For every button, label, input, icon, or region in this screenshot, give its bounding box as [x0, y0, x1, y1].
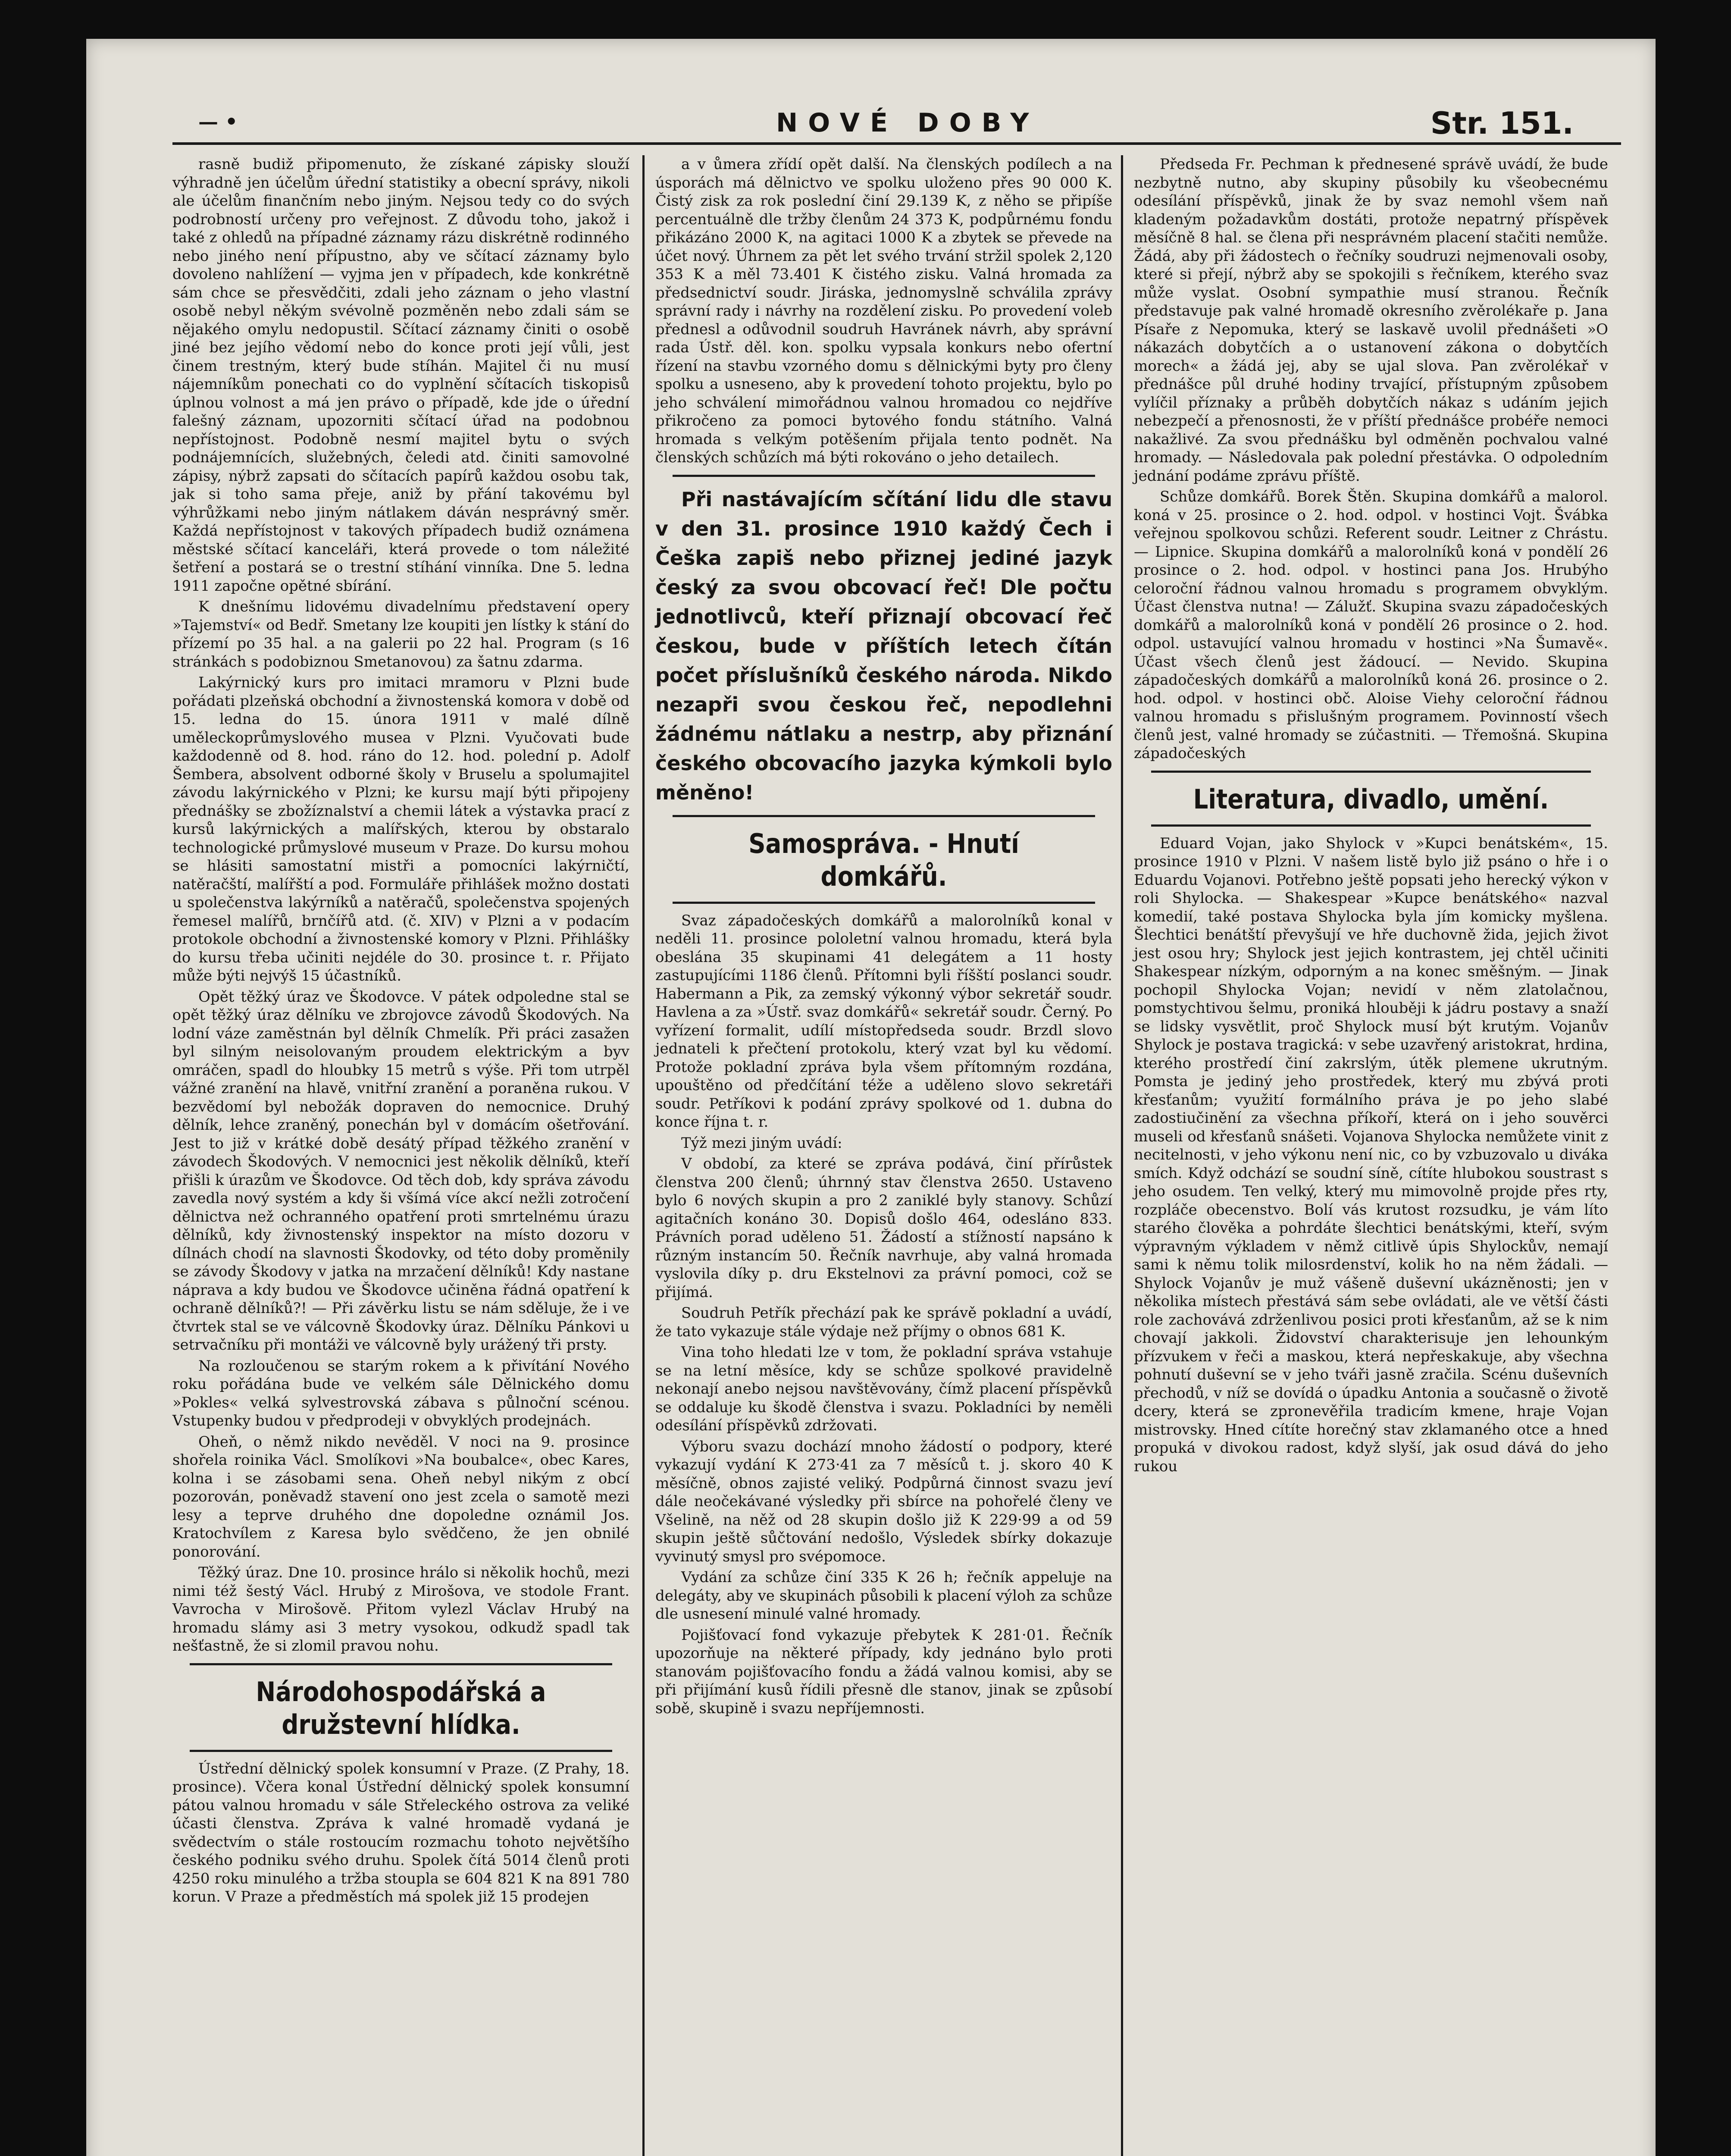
column-1 — [172, 155, 629, 1909]
section-rule — [190, 1750, 612, 1752]
page-header — [99, 65, 1643, 141]
article-paragraph: Opět těžký úraz ve Škodovce. V pátek odpoledne stal se opět těžký úraz dělníku ve zbrojovce závodů Škodových. Na lodní váze zaměstnán byl dělník Chmelík. Při práci zasažen byl silným neisolovaným proudem elektrickým a byv omráčen, spadl do hloubky 15 metrů s výše. Při tom utrpěl vážné zranění na hlavě, vnitřní zranění a poraněna rukou. V bezvědomí byl nebožák dopraven do nemocnice. Druhý dělník, lehce zraněný, ponechán byl v domácím ošetřování. Jest to již v krátké době desátý případ těžkého zranění v závodech Škodových. V nemocnici jest několik dělníků, kteří přišli k úrazům ve Škodovce. Od těch dob, kdy správa závodu zavedla nový systém a kdy ši všímá více akcí nežli zotročení dělnictva než ochranného opatření proti smrtelnému úrazu dělníků, kdy živnostenský inspektor na místo dozoru v dílnách chodí na slavnosti Škodovky, od této doby proměnily se závody Škodovy v jatka na mrzačení dělníků! Kdy nastane náprava a kdy budou ve Škodovce učiněna řádná opatření k ochraně dělníků?! — Při závěrku listu se nám sděluje, že i ve čtvrtek stal se ve válcovně Škodovky úraz. Dělníku Pánkovi u setrvačníku při montáži ve válcovně byly urážený tři prsty. — [172, 988, 629, 1354]
section-rule — [190, 1663, 612, 1665]
article-paragraph: V období, za které se zpráva podává, činí přírůstek členstva 200 členů; úhrnný stav členstva 2650. Ustaveno bylo 6 nových skupin a pro 2 zaniklé byly stanovy. Schůzí agitačních konáno 30. Dopisů došlo 464, odesláno 833. Právních porad uděleno 51. Žádostí a stížností napsáno k různým instancím 50. Řečník navrhuje, aby valná hromada vyslovila díky p. dru Ekstelnovi za právní pomoci, což se přijímá. — [655, 1155, 1112, 1301]
article-paragraph: Lakýrnický kurs pro imitaci mramoru v Plzni bude pořádati plzeňská obchodní a živnostenská komora v době od 15. ledna do 15. února 1911 v malé dílně uměleckoprůmyslového musea v Plzni. Vyučovati bude každodenně od 8. hod. ráno do 12. hod. polední p. Adolf Šembera, absolvent odborné školy v Bruselu a spolumajitel závodu lakýrnického v Plzni; ke kursu mají býti připojeny přednášky se zbožíznalství a chemii látek a výstavka prací z kursů lakýrnických a malířských, kterou by obstaralo technologické průmyslové museum v Praze. Do kursu mohou se hlásiti samostatní mistři a pomocníci lakýrničtí, natěračští, malířští a pod. Formuláře přihlášek možno dostati u společenstva lakýrníků a natěračů, společenstva spojených řemesel malířů, brnčířů atd. (č. XIV) v Plzni a v podacím protokole obchodní a živnostenské komory v Plzni. Přihlášky do kursu třeba učiniti nejdéle do 30. prosince t. r. Přijato může býti nejvýš 15 účastníků. — [172, 674, 629, 984]
article-paragraph: Týž mezi jiným uvádí: — [681, 1134, 842, 1152]
article-paragraph: Na rozloučenou se starým rokem a k přivítání Nového roku pořádána bude ve velkém sále Dělnického domu »Pokles« velká sylvestrovská zábava s půlnoční scénou. Vstupenky budou v předprodeji v obvyklých prodejnách. — [172, 1357, 629, 1429]
article-paragraph: rasně budiž připomenuto, že získané zápisky slouží výhradně jen účelům úřední statistiky a obecní správy, nikoli ale účelům finančním nebo jiným. Nejsou tedy co do svých podrobností určeny pro veřejnost. Z důvodu toho, jakož i také z ohledů na případné záznamy rázu diskrétně rodinného nebo jiného není přípustno, aby ve sčítací záznamy bylo dovoleno nahlížení — vyjma jen v případech, kde konkrétně sám chce se přesvědčiti, zdali jeho záznam o jeho vlastní osobě nebyl někým svévolně pozměněn nebo zdali sám se nějakého omylu nedopustil. Sčítací záznamy činiti o osobě jiné bez jejího vědomí nebo do konce proti její vůli, jest činem trestným, který bude stíhán. Majitel či nu musí nájemníkům ponechati co do vyplnění sčítacích tiskopisů úplnou volnost a má jen právo o případě, kde jde o úřední falešný záznam, upozorniti sčítací úřad na podobnou nepřístojnost. Podobně nesmí majitel bytu o svých podnájemnících, služebných, čeledi atd. činiti samovolné zápisy, nýbrž zapsati do sčítacích papírů každou osobu tak, jak si toho sama přeje, aniž by přání takovému byl výhrůžkami nebo jiným nátlakem dáván nesprávný směr. Každá nepřístojnost v takových případech budiž oznámena městské sčítací kanceláři, která provede o tom náležité šetření a postará se o trestní stíhání vinníka. Dne 5. ledna 1911 započne opětné sbírání. — [172, 156, 629, 595]
article-paragraph: Schůze domkářů. Borek Štěn. Skupina domkářů a malorol. koná v 25. prosince o 2. hod. odpol. v hostinci Vojt. Švábka veřejnou spolkovou schůzi. Referent soudr. Leitner z Chrástu. — Lipnice. Skupina domkářů a malorolníků koná v pondělí 26 prosince o 2. hod. odpol. v hostinci pana Jos. Hrubýho celoroční řádnou valnou hromadu s programem obvyklým. Účast členstva nutna! — Zálužť. Skupina svazu západočeských domkářů a malorolníků koná v pondělí 26 prosince o 2. hod. odpol. ustavující valnou hromadu v hostinci »Na Šumavě«. Účast všech členů jest žádoucí. — Nevido. Skupina západočeských domkářů a malorolníků koná 26. prosince o 2. hod. odpol. v hostinci obč. Aloise Viehy celoroční řádnou valnou hromadu s přislušným programem. Povinností všech členů jest, valné hromady se zúčastniti. — Třemošná. Skupina západočeských — [1134, 488, 1608, 762]
section-rule — [1151, 824, 1591, 827]
column-2 — [655, 155, 1112, 1720]
article-paragraph: Oheň, o němž nikdo nevěděl. V noci na 9. prosince shořela roinika Václ. Smolíkovi »Na boubalce«, obec Kares, kolna i se zásobami sena. Oheň nebyl nikým z obcí pozorován, poněvadž stavení ono jest zcela o samotě mezi lesy a teprve druhého dne dopoledne oznámil Jos. Kratochvílem z Karesa bylo svědčeno, že jen obnilé ponorování. — [172, 1433, 629, 1561]
section-rule — [1151, 771, 1591, 773]
article-paragraph: Těžký úraz. Dne 10. prosince hrálo si několik hochů, mezi nimi též šestý Václ. Hrubý z Mirošova, ve stodole Frant. Vavrocha v Mirošově. Přitom vylezl Václav Hrubý na hromadu slámy asi 3 metry vysokou, odkudž spadl tak nešťastně, že si zlomil pravou nohu. — [172, 1564, 629, 1655]
section-rule — [673, 902, 1095, 904]
column-3 — [1134, 155, 1608, 1478]
header-rule — [172, 142, 1621, 145]
section-headline: Literatura, divadlo, umění. — [1193, 783, 1549, 815]
article-paragraph: a v ůmera zřídí opět další. Na členských podílech a na úsporách má dělnictvo ve spolku uloženo přes 90 000 K. Čistý zisk za rok poslední činí 29.139 K, z něho se připíše percentuálně dle tržby členům 24 373 K, podpůrnému fondu přikázáno 2000 K, na agitaci 1000 K a zbytek se převede na účet nový. Úhrnem za pět let svého trvání stržil spolek 2,120 353 K a měl 73.401 K čistého zisku. Valná hromada za předsednictví soudr. Jiráska, jednomyslně schválila zprávy správní rady i návrhy na rozdělení zisku. Po provedení voleb přednesl a odůvodnil soudruh Havránek návrh, aby správní rada Ústř. děl. kon. spolku vypsala konkurs nebo ofertní řízení na stavbu vzorného domu s dělnickými byty pro členy spolku a usneseno, aby k provedení tohoto projektu, bylo po jeho schválení mimořádnou valnou hromadou co nejdříve přikročeno za pomoci bytového fondu státního. Valná hromada s velkým potěšením přijala tento podnět. Na členských schůzích má býti rokováno o jeho detailech. — [655, 156, 1112, 466]
masthead: NOVÉ DOBY — [776, 108, 1039, 138]
article-paragraph: Vina toho hledati lze v tom, že pokladní správa vstahuje se na letní měsíce, kdy se schůze spolkové pravidelně nekonají anebo nejsou navštěvovány, čímž placení příspěvků se oddaluje ku škodě členstva i svazu. Pokladníci by neměli odesílání příspěvků zdržovati. — [655, 1344, 1112, 1434]
section-headline: Národohospodářská a družstevní hlídka. — [256, 1676, 546, 1740]
article-paragraph: Svaz západočeských domkářů a malorolníků konal v neděli 11. prosince pololetní valnou hromadu, která byla obeslána 35 skupinami 41 delegátem a 11 hosty zastupujícími 1186 členů. Přítomni byli říšští poslanci soudr. Habermann a Pik, za zemský výkonný výbor sekretář soudr. Havlena a za »Ústř. svaz domkářů« sekretář soudr. Černý. Po vyřízení formalit, udílí místopředseda soudr. Brzdl slovo jednateli k přečtení protokolu, který vzat byl ku vědomí. Protože pokladní zpráva byla všem přítomným rozdána, upouštěno od předčítání téže a uděleno slovo sekretáři soudr. Petříkovi k podání zprávy spolkové od 1. dubna do konce října t. r. — [655, 912, 1112, 1131]
section-rule — [673, 815, 1095, 817]
article-paragraph: K dnešnímu lidovému divadelnímu představení opery »Tajemství« od Bedř. Smetany lze koupiti jen lístky k stání do přízemí po 35 hal. a na galerii po 22 hal. Program (s 16 stránkách s podobiznou Smetanovou) za šatnu zdarma. — [172, 598, 629, 671]
column-rule — [642, 155, 645, 2156]
page-number: Str. 151. — [1430, 106, 1574, 141]
census-notice: Při nastávajícím sčítání lidu dle stavu v den 31. prosince 1910 každý Čech i Češka zapiš nebo přiznej jediné jazyk český za svou obcovací řeč! Dle počtu jednotlivců, kteří přiznají obcovací řeč českou, bude v příštích letech čítán počet příslušníků českého národa. Nikdo nezapři svou českou řeč, nepodlehni žádnému nátlaku a nestrp, aby přiznání českého obcovacího jazyka kýmkoli bylo měněno! — [655, 487, 1112, 804]
article-paragraph: Vydání za schůze činí 335 K 26 h; řečník appeluje na delegáty, aby ve skupinách působili k placení výloh za schůze dle usnesení minulé valné hromady. — [655, 1569, 1112, 1623]
article-paragraph: Pojišťovací fond vykazuje přebytek K 281·01. Řečník upozorňuje na některé případy, kdy jednáno bylo proti stanovám pojišťovacího fondu a žádá valnou komisi, aby se při přijímání kusů řídili přesně dle stanov, jinak se způsobí sobě, skupině i svazu nepříjemnosti. — [655, 1626, 1112, 1717]
article-paragraph: Předseda Fr. Pechman k přednesené správě uvádí, že bude nezbytně nutno, aby skupiny působily ku všeobecnému odesílání příspěvků, jinak že by svaz nemohl všem naň kladeným požadavkům dostáti, protože nepatrný příspěvek měsíčně 8 hal. se člena při nesprávném placení stačiti nemůže. Žádá, aby při žádostech o řečníky soudruzi nejmenovali osoby, které si přejí, nýbrž aby se spokojili s řečníkem, kterého svaz může vyslat. Osobní sympathie musí stranou. Řečník představuje pak valné hromadě okresního zvěrolékaře p. Jana Písaře z Nepomuka, který se laskavě uvolil přednášeti »O nákazách dobytčích a o ustanovení zákona o dobytčích morech« a žádá jej, aby se ujal slova. Pan zvěrolékař v přednášce půl druhé hodiny trvající, přístupným způsobem vylíčil příznaky a průběh dobytčích nákaz s udáním jejich nebezpečí a přenosnosti, že v příští přednášce probéře nemoci nakažlivé. Za svou přednášku byl odměněn pochvalou valné hromady. — Následovala pak polední přestávka. O odpoledním jednání podáme zprávu příště. — [1134, 156, 1608, 485]
column-rule — [1121, 155, 1123, 2156]
section-headline: Samospráva. - Hnutí domkářů. — [748, 827, 1019, 892]
article-paragraph: Ústřední dělnický spolek konsumní v Praze. (Z Prahy, 18. prosince). Včera konal Ústřední dělnický spolek konsumní pátou valnou hromadu v sále Střeleckého ostrova za veliké účasti členstva. Zpráva k valné hromadě vydaná je svědectvím o stále rostoucím rozmachu tohoto největšího českého podniku svého druhu. Spolek čítá 5014 členů proti 4250 roku minulého a tržba stoupla se 604 821 K na 891 780 korun. V Praze a předměstích má spolek již 15 prodejen — [172, 1760, 629, 1905]
article-paragraph: Soudruh Petřík přechází pak ke správě pokladní a uvádí, že tato vykazuje stále výdaje než příjmy o obnos 681 K. — [655, 1304, 1112, 1340]
article-paragraph: Eduard Vojan, jako Shylock v »Kupci benátském«, 15. prosince 1910 v Plzni. V našem listě bylo již psáno o hře i o Eduardu Vojanovi. Potřebno ještě popsati jeho herecký výkon v roli Shylocka. — Shakespear »Kupce benátského« nazval komedií, také postava Shylocka byla jím komicky myšlena. Šlechtici benátští převyšují ve hře duchovně žida, jejich život jest osou hry; Shylock jest jejich kontrastem, jej chtěl učiniti Shakespear nízkým, odporným a na konec směšným. — Jinak pochopil Shylocka Vojan; nevidí v něm zlatolačnou, pomstychtivou šelmu, proniká hlouběji k jádru postavy a snaží se lidsky vysvětlit, proč Shylock musí být krutým. Vojanův Shylock je postava tragická: v sebe uzavřený aristokrat, hrdina, kterého prostředí činí zakrslým, útěk plemene ukrutným. Pomsta je jediný jeho prostředek, který mu zbývá proti křesťanům; využití formálního práva je po jeho slabé zadostiučinění za všechna příkoří, která on i jeho souvěrci museli od křesťanů snášeti. Vojanova Shylocka nemůžete vinit z necitelnosti, v jeho výkonu není nic, co by vzbuzovalo u diváka smích. Když odchází se soudní síně, cítíte hlubokou soustrast s jeho osudem. Ten velký, který mu mimovolně projde přes rty, rozpláče obecenstvo. Bolí vás krutost rozsudku, je vám líto starého člověka a pohrdáte šlechtici benátskými, kteří, svým výpravným výkladem v němž citlivě úpis Shylockův, nemají sami k němu tolik milosrdenství, kolik ho na něm žádali. — Shylock Vojanův je muž vášeně duševní ukázněnosti; jen v několika místech přestává sám sebe ovládati, ale ve větší části role zachovává zdrženlivou posici proti křesťanům, až se k nim chovají jakkoli. Židovství charakterisuje jen lehounkým přízvukem v řeči a maskou, která nepřeskakuje, aby všechna pohnutí duševní se v jeho tváři jasně zračila. Scénu duševních přechodů, v níž se dovídá o úpadku Antonia a současně o životě dcery, která se zpronevěřila tradicím kmene, hraje Vojan mistrovsky. Hned cítíte horečný stav zklamaného otce a hned propuká v divokou radost, když slyší, jak osud dává do jeho rukou — [1134, 834, 1608, 1475]
header-left-mark: — • — [198, 110, 238, 133]
article-paragraph: Výboru svazu dochází mnoho žádostí o podpory, které vykazují vydání K 273·41 za 7 měsíců t. j. skoro 40 K měsíčně, obnos zajisté veliký. Podpůrná činnost svazu jeví dále neočekávané výsledky při sbírce na pohořelé členy ve Všelině, na něž od 28 skupin došlo již K 229·99 a od 59 skupin ještě sůčtování nedošlo, Výsledek sbírky dokazuje vyvinutý smysl pro svépomoce. — [655, 1438, 1112, 1565]
section-rule — [673, 475, 1095, 477]
